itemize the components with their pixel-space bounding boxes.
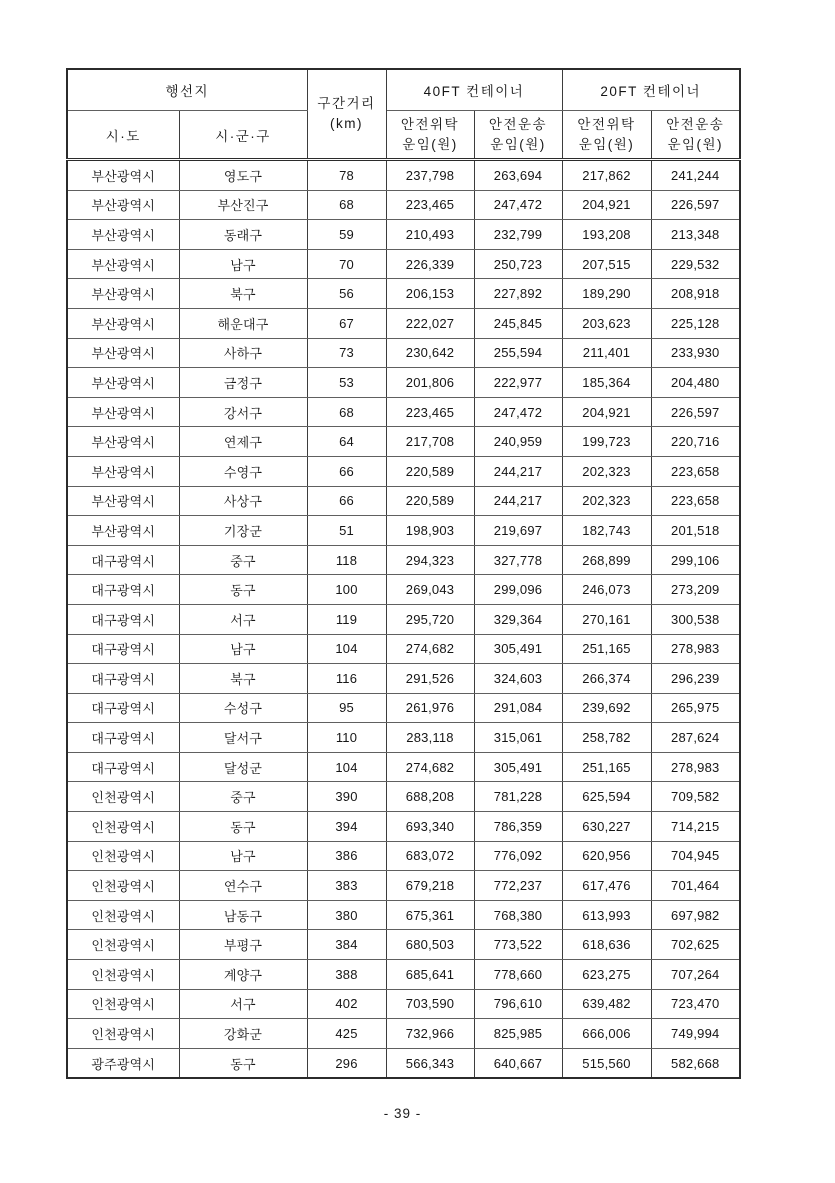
cell-district: 연수구	[179, 871, 307, 901]
cell-40ft-transport-fare: 305,491	[474, 752, 562, 782]
cell-40ft-transport-fare: 776,092	[474, 841, 562, 871]
cell-20ft-transport-fare: 709,582	[651, 782, 740, 812]
cell-40ft-transport-fare: 778,660	[474, 960, 562, 990]
cell-province: 부산광역시	[67, 368, 179, 398]
header-row-groups	[67, 69, 740, 111]
cell-40ft-consign-fare: 222,027	[386, 308, 474, 338]
cell-40ft-transport-fare: 240,959	[474, 427, 562, 457]
cell-province: 대구광역시	[67, 723, 179, 753]
cell-province: 부산광역시	[67, 427, 179, 457]
cell-district: 서구	[179, 989, 307, 1019]
cell-province: 부산광역시	[67, 279, 179, 309]
header-transport-line1: 안전운송	[488, 116, 548, 132]
cell-20ft-transport-fare: 208,918	[651, 279, 740, 309]
header-row-sub	[67, 111, 740, 160]
cell-distance-km: 73	[307, 338, 386, 368]
cell-20ft-transport-fare: 299,106	[651, 545, 740, 575]
cell-40ft-consign-fare: 675,361	[386, 900, 474, 930]
cell-40ft-consign-fare: 269,043	[386, 575, 474, 605]
cell-20ft-consign-fare: 620,956	[562, 841, 651, 871]
header-distance-km	[307, 69, 386, 160]
cell-20ft-consign-fare: 639,482	[562, 989, 651, 1019]
cell-district: 부평구	[179, 930, 307, 960]
cell-province: 대구광역시	[67, 664, 179, 694]
cell-province: 부산광역시	[67, 486, 179, 516]
header-transport-line2: 운임(원)	[667, 136, 724, 152]
cell-40ft-consign-fare: 217,708	[386, 427, 474, 457]
cell-40ft-transport-fare: 315,061	[474, 723, 562, 753]
table-row	[67, 456, 740, 486]
header-20ft-container-group: 20FT 컨테이너	[562, 69, 740, 111]
cell-district: 계양구	[179, 960, 307, 990]
header-20ft-transport-fare	[651, 111, 740, 160]
cell-20ft-transport-fare: 278,983	[651, 752, 740, 782]
cell-20ft-consign-fare: 182,743	[562, 516, 651, 546]
cell-40ft-transport-fare: 219,697	[474, 516, 562, 546]
cell-20ft-transport-fare: 241,244	[651, 160, 740, 191]
cell-20ft-transport-fare: 204,480	[651, 368, 740, 398]
cell-40ft-consign-fare: 274,682	[386, 752, 474, 782]
cell-distance-km: 425	[307, 1019, 386, 1049]
cell-40ft-consign-fare: 274,682	[386, 634, 474, 664]
cell-40ft-consign-fare: 732,966	[386, 1019, 474, 1049]
cell-20ft-consign-fare: 270,161	[562, 604, 651, 634]
table-row	[67, 397, 740, 427]
cell-district: 사하구	[179, 338, 307, 368]
table-row	[67, 575, 740, 605]
header-20ft-consign-fare	[562, 111, 651, 160]
cell-distance-km: 100	[307, 575, 386, 605]
table-row	[67, 279, 740, 309]
cell-distance-km: 110	[307, 723, 386, 753]
cell-20ft-consign-fare: 211,401	[562, 338, 651, 368]
cell-20ft-transport-fare: 723,470	[651, 989, 740, 1019]
cell-20ft-consign-fare: 217,862	[562, 160, 651, 191]
cell-province: 인천광역시	[67, 782, 179, 812]
cell-district: 달서구	[179, 723, 307, 753]
cell-district: 동구	[179, 1048, 307, 1078]
cell-district: 사상구	[179, 486, 307, 516]
cell-distance-km: 68	[307, 190, 386, 220]
cell-20ft-transport-fare: 697,982	[651, 900, 740, 930]
cell-province: 인천광역시	[67, 930, 179, 960]
cell-district: 남구	[179, 634, 307, 664]
cell-district: 수성구	[179, 693, 307, 723]
cell-20ft-consign-fare: 613,993	[562, 900, 651, 930]
cell-40ft-consign-fare: 198,903	[386, 516, 474, 546]
cell-40ft-consign-fare: 291,526	[386, 664, 474, 694]
cell-province: 부산광역시	[67, 338, 179, 368]
header-consign-line2: 운임(원)	[578, 136, 635, 152]
cell-province: 인천광역시	[67, 989, 179, 1019]
fare-table-body	[67, 160, 740, 1079]
cell-distance-km: 118	[307, 545, 386, 575]
header-40ft-transport-fare	[474, 111, 562, 160]
cell-province: 대구광역시	[67, 545, 179, 575]
table-row	[67, 841, 740, 871]
header-distance-line2: (km)	[330, 116, 363, 131]
cell-distance-km: 104	[307, 752, 386, 782]
cell-40ft-consign-fare: 220,589	[386, 486, 474, 516]
cell-20ft-consign-fare: 199,723	[562, 427, 651, 457]
header-distance-line1: 구간거리	[317, 96, 376, 112]
cell-20ft-transport-fare: 287,624	[651, 723, 740, 753]
table-row	[67, 427, 740, 457]
cell-20ft-transport-fare: 233,930	[651, 338, 740, 368]
table-row	[67, 989, 740, 1019]
cell-district: 북구	[179, 279, 307, 309]
cell-distance-km: 68	[307, 397, 386, 427]
container-fare-table	[66, 68, 741, 1079]
cell-40ft-transport-fare: 255,594	[474, 338, 562, 368]
cell-20ft-transport-fare: 220,716	[651, 427, 740, 457]
cell-distance-km: 104	[307, 634, 386, 664]
cell-20ft-consign-fare: 515,560	[562, 1048, 651, 1078]
cell-district: 부산진구	[179, 190, 307, 220]
cell-district: 금정구	[179, 368, 307, 398]
cell-20ft-consign-fare: 189,290	[562, 279, 651, 309]
cell-40ft-transport-fare: 247,472	[474, 397, 562, 427]
cell-40ft-consign-fare: 223,465	[386, 397, 474, 427]
cell-distance-km: 380	[307, 900, 386, 930]
table-row	[67, 368, 740, 398]
cell-40ft-consign-fare: 230,642	[386, 338, 474, 368]
cell-district: 북구	[179, 664, 307, 694]
cell-40ft-transport-fare: 796,610	[474, 989, 562, 1019]
cell-distance-km: 56	[307, 279, 386, 309]
table-row	[67, 960, 740, 990]
cell-district: 강화군	[179, 1019, 307, 1049]
cell-district: 수영구	[179, 456, 307, 486]
cell-district: 남구	[179, 249, 307, 279]
cell-20ft-transport-fare: 278,983	[651, 634, 740, 664]
cell-distance-km: 402	[307, 989, 386, 1019]
cell-40ft-consign-fare: 680,503	[386, 930, 474, 960]
cell-district: 동래구	[179, 220, 307, 250]
cell-20ft-transport-fare: 714,215	[651, 812, 740, 842]
cell-20ft-consign-fare: 246,073	[562, 575, 651, 605]
cell-40ft-transport-fare: 825,985	[474, 1019, 562, 1049]
cell-province: 부산광역시	[67, 456, 179, 486]
cell-province: 부산광역시	[67, 220, 179, 250]
cell-40ft-consign-fare: 220,589	[386, 456, 474, 486]
cell-distance-km: 384	[307, 930, 386, 960]
cell-40ft-transport-fare: 327,778	[474, 545, 562, 575]
cell-20ft-consign-fare: 617,476	[562, 871, 651, 901]
table-row	[67, 1048, 740, 1078]
cell-distance-km: 116	[307, 664, 386, 694]
page-number: - 39 -	[383, 1106, 422, 1121]
cell-40ft-transport-fare: 786,359	[474, 812, 562, 842]
table-row	[67, 1019, 740, 1049]
cell-district: 서구	[179, 604, 307, 634]
table-row	[67, 871, 740, 901]
header-consign-line1: 안전위탁	[577, 116, 636, 132]
cell-40ft-consign-fare: 237,798	[386, 160, 474, 191]
table-row	[67, 486, 740, 516]
cell-20ft-consign-fare: 204,921	[562, 397, 651, 427]
cell-20ft-transport-fare: 704,945	[651, 841, 740, 871]
table-row	[67, 634, 740, 664]
cell-40ft-transport-fare: 768,380	[474, 900, 562, 930]
table-row	[67, 516, 740, 546]
cell-district: 남구	[179, 841, 307, 871]
cell-district: 달성군	[179, 752, 307, 782]
cell-40ft-transport-fare: 773,522	[474, 930, 562, 960]
cell-40ft-transport-fare: 772,237	[474, 871, 562, 901]
fare-table-header	[67, 69, 740, 160]
cell-distance-km: 70	[307, 249, 386, 279]
cell-distance-km: 78	[307, 160, 386, 191]
cell-40ft-transport-fare: 244,217	[474, 486, 562, 516]
cell-province: 대구광역시	[67, 752, 179, 782]
cell-district: 동구	[179, 812, 307, 842]
cell-20ft-transport-fare: 265,975	[651, 693, 740, 723]
cell-province: 대구광역시	[67, 634, 179, 664]
cell-province: 대구광역시	[67, 575, 179, 605]
cell-20ft-consign-fare: 203,623	[562, 308, 651, 338]
cell-distance-km: 53	[307, 368, 386, 398]
cell-distance-km: 59	[307, 220, 386, 250]
cell-province: 인천광역시	[67, 812, 179, 842]
cell-province: 부산광역시	[67, 190, 179, 220]
cell-distance-km: 119	[307, 604, 386, 634]
cell-40ft-transport-fare: 299,096	[474, 575, 562, 605]
cell-40ft-transport-fare: 232,799	[474, 220, 562, 250]
cell-20ft-transport-fare: 225,128	[651, 308, 740, 338]
cell-20ft-transport-fare: 707,264	[651, 960, 740, 990]
cell-distance-km: 66	[307, 456, 386, 486]
cell-40ft-transport-fare: 305,491	[474, 634, 562, 664]
cell-40ft-transport-fare: 250,723	[474, 249, 562, 279]
cell-distance-km: 386	[307, 841, 386, 871]
cell-province: 인천광역시	[67, 871, 179, 901]
header-destination-group: 행선지	[67, 69, 307, 111]
table-row	[67, 782, 740, 812]
cell-40ft-consign-fare: 688,208	[386, 782, 474, 812]
table-row	[67, 249, 740, 279]
cell-district: 기장군	[179, 516, 307, 546]
cell-40ft-consign-fare: 566,343	[386, 1048, 474, 1078]
cell-distance-km: 95	[307, 693, 386, 723]
cell-20ft-consign-fare: 268,899	[562, 545, 651, 575]
table-row	[67, 190, 740, 220]
table-row	[67, 752, 740, 782]
cell-district: 해운대구	[179, 308, 307, 338]
cell-20ft-transport-fare: 201,518	[651, 516, 740, 546]
cell-40ft-consign-fare: 223,465	[386, 190, 474, 220]
cell-20ft-consign-fare: 258,782	[562, 723, 651, 753]
cell-province: 대구광역시	[67, 604, 179, 634]
cell-20ft-consign-fare: 623,275	[562, 960, 651, 990]
table-row	[67, 930, 740, 960]
cell-province: 대구광역시	[67, 693, 179, 723]
cell-20ft-consign-fare: 618,636	[562, 930, 651, 960]
table-row	[67, 220, 740, 250]
header-district: 시·군·구	[179, 111, 307, 160]
cell-province: 인천광역시	[67, 841, 179, 871]
cell-40ft-consign-fare: 295,720	[386, 604, 474, 634]
cell-distance-km: 67	[307, 308, 386, 338]
cell-40ft-consign-fare: 210,493	[386, 220, 474, 250]
cell-40ft-transport-fare: 640,667	[474, 1048, 562, 1078]
table-row	[67, 693, 740, 723]
cell-40ft-transport-fare: 329,364	[474, 604, 562, 634]
cell-40ft-transport-fare: 324,603	[474, 664, 562, 694]
table-row	[67, 160, 740, 191]
cell-40ft-consign-fare: 283,118	[386, 723, 474, 753]
cell-distance-km: 383	[307, 871, 386, 901]
cell-distance-km: 296	[307, 1048, 386, 1078]
header-transport-line2: 운임(원)	[490, 136, 546, 152]
cell-20ft-consign-fare: 266,374	[562, 664, 651, 694]
cell-20ft-consign-fare: 251,165	[562, 634, 651, 664]
cell-distance-km: 64	[307, 427, 386, 457]
cell-40ft-transport-fare: 781,228	[474, 782, 562, 812]
cell-distance-km: 66	[307, 486, 386, 516]
cell-40ft-consign-fare: 685,641	[386, 960, 474, 990]
table-row	[67, 545, 740, 575]
table-row	[67, 723, 740, 753]
cell-province: 인천광역시	[67, 900, 179, 930]
cell-province: 부산광역시	[67, 397, 179, 427]
cell-district: 동구	[179, 575, 307, 605]
cell-province: 부산광역시	[67, 516, 179, 546]
cell-20ft-transport-fare: 582,668	[651, 1048, 740, 1078]
cell-province: 인천광역시	[67, 960, 179, 990]
cell-20ft-consign-fare: 185,364	[562, 368, 651, 398]
table-row	[67, 338, 740, 368]
cell-40ft-transport-fare: 291,084	[474, 693, 562, 723]
cell-40ft-transport-fare: 263,694	[474, 160, 562, 191]
header-consign-line2: 운임(원)	[402, 136, 458, 152]
cell-district: 영도구	[179, 160, 307, 191]
cell-40ft-transport-fare: 222,977	[474, 368, 562, 398]
cell-20ft-consign-fare: 625,594	[562, 782, 651, 812]
cell-40ft-consign-fare: 226,339	[386, 249, 474, 279]
cell-district: 남동구	[179, 900, 307, 930]
cell-district: 중구	[179, 782, 307, 812]
cell-district: 중구	[179, 545, 307, 575]
cell-distance-km: 390	[307, 782, 386, 812]
table-row	[67, 604, 740, 634]
cell-20ft-transport-fare: 749,994	[651, 1019, 740, 1049]
cell-20ft-consign-fare: 193,208	[562, 220, 651, 250]
header-province: 시·도	[67, 111, 179, 160]
header-consign-line1: 안전위탁	[400, 116, 460, 132]
table-row	[67, 900, 740, 930]
cell-40ft-consign-fare: 703,590	[386, 989, 474, 1019]
cell-20ft-consign-fare: 207,515	[562, 249, 651, 279]
header-40ft-consign-fare	[386, 111, 474, 160]
cell-province: 부산광역시	[67, 160, 179, 191]
cell-province: 인천광역시	[67, 1019, 179, 1049]
cell-20ft-consign-fare: 202,323	[562, 456, 651, 486]
cell-20ft-consign-fare: 239,692	[562, 693, 651, 723]
cell-20ft-transport-fare: 296,239	[651, 664, 740, 694]
table-row	[67, 664, 740, 694]
cell-20ft-transport-fare: 229,532	[651, 249, 740, 279]
cell-20ft-transport-fare: 226,597	[651, 190, 740, 220]
cell-20ft-consign-fare: 666,006	[562, 1019, 651, 1049]
cell-20ft-transport-fare: 273,209	[651, 575, 740, 605]
cell-20ft-consign-fare: 630,227	[562, 812, 651, 842]
cell-province: 부산광역시	[67, 308, 179, 338]
cell-40ft-transport-fare: 247,472	[474, 190, 562, 220]
cell-20ft-consign-fare: 251,165	[562, 752, 651, 782]
cell-province: 부산광역시	[67, 249, 179, 279]
cell-40ft-consign-fare: 679,218	[386, 871, 474, 901]
cell-20ft-transport-fare: 701,464	[651, 871, 740, 901]
cell-district: 연제구	[179, 427, 307, 457]
cell-distance-km: 394	[307, 812, 386, 842]
cell-20ft-transport-fare: 223,658	[651, 456, 740, 486]
cell-20ft-transport-fare: 226,597	[651, 397, 740, 427]
cell-40ft-consign-fare: 294,323	[386, 545, 474, 575]
cell-40ft-consign-fare: 693,340	[386, 812, 474, 842]
cell-distance-km: 51	[307, 516, 386, 546]
cell-province: 광주광역시	[67, 1048, 179, 1078]
cell-20ft-transport-fare: 223,658	[651, 486, 740, 516]
cell-40ft-transport-fare: 244,217	[474, 456, 562, 486]
cell-distance-km: 388	[307, 960, 386, 990]
cell-20ft-transport-fare: 702,625	[651, 930, 740, 960]
table-row	[67, 308, 740, 338]
cell-40ft-consign-fare: 206,153	[386, 279, 474, 309]
cell-20ft-transport-fare: 213,348	[651, 220, 740, 250]
cell-40ft-consign-fare: 261,976	[386, 693, 474, 723]
header-40ft-container-group: 40FT 컨테이너	[386, 69, 562, 111]
cell-40ft-transport-fare: 227,892	[474, 279, 562, 309]
cell-20ft-transport-fare: 300,538	[651, 604, 740, 634]
cell-40ft-consign-fare: 683,072	[386, 841, 474, 871]
header-transport-line1: 안전운송	[666, 116, 725, 132]
cell-40ft-consign-fare: 201,806	[386, 368, 474, 398]
cell-40ft-transport-fare: 245,845	[474, 308, 562, 338]
cell-district: 강서구	[179, 397, 307, 427]
table-row	[67, 812, 740, 842]
cell-20ft-consign-fare: 202,323	[562, 486, 651, 516]
cell-20ft-consign-fare: 204,921	[562, 190, 651, 220]
